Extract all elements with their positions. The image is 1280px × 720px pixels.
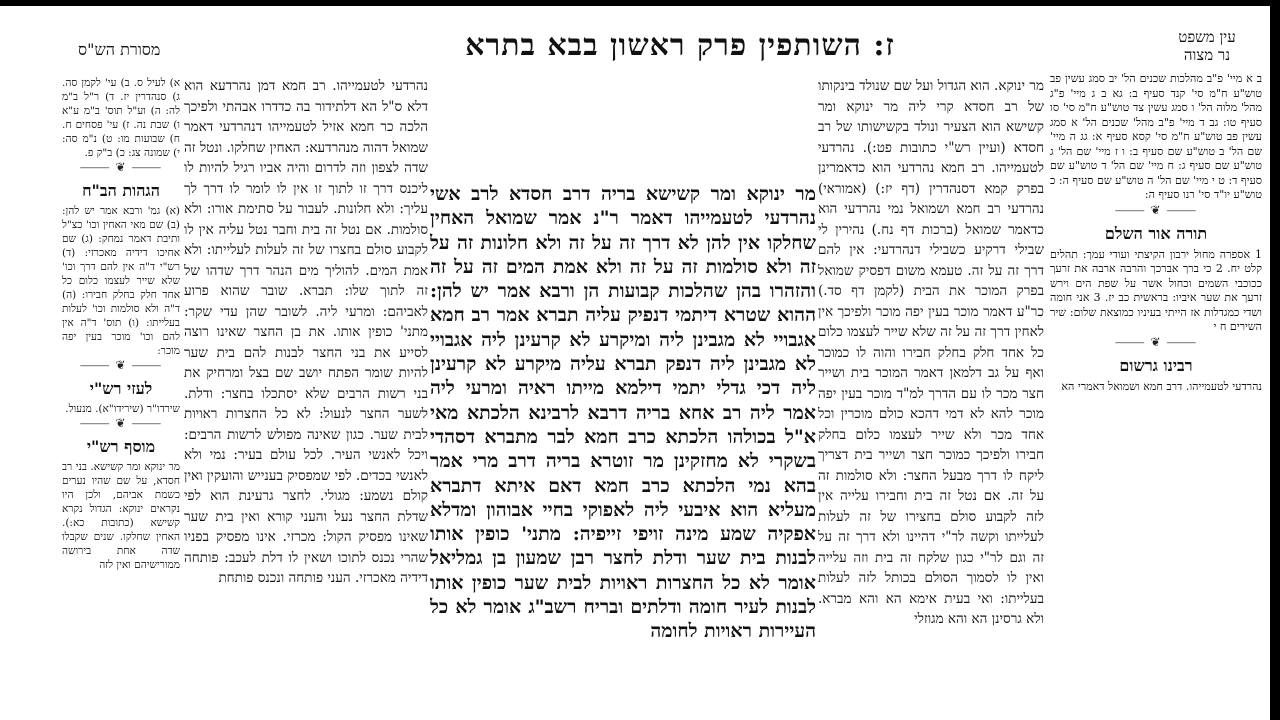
tosafot-commentary [184, 76, 428, 720]
rashi-paragraph: מר ינוקא. הוא הגדול ועל שם שנולד בינקותו של רב חסדא קרי ליה מר ינוקא ומר קשישא הוא הצעיר ונולד בקשישותו של רב חסדא (ועיין רש"י כתובות פט:). נהרדעי לטעמייהו. רב חמא נהרדעי הוא כדאמרינן בפרק קמא דסנהדרין (דף יז:) (אמוראי) נהרדעי רב חמא ושמואל נמי נהרדעי הוא כדאמר שמואל (ברכות דף נח.) נהירין לי שבילי דרקיע כשבילי דנהרדעי: אין להם דרך זה על זה. טעמא משום דפסיק שמואל בפרק המוכר את הבית (לקמן דף סד.) כר"ע דאמר מוכר בעין יפה מוכר ולפיכך אין לאחין דרך זה על זה שלא שייר לעצמו כלום כל אחד חלק בחלק חבירו והוה לו כמוכר ואף על גב דלמאן דאמר המוכר בית ושייר חצר מכר לו עם הדרך למ"ד מוכר בעין יפה מוכר להא לא דמי דהכא כולם מוכרין וכל אחד מכר ולא שייר לעצמו כלום בחלק חבירו ולפיכך כמוכר חצר ושייר בית דצריך ליקח לו דרך מבעל החצר: ולא סולמות זה על זה. אם נטל זה בית וחבירו עלייה אין לזה לקבוע סולם בחצירו של זה לעלות לעלייתו וקשה לר"י דהיינו ולא דרך זה על זה וגם לר"י כגון שלקח זה בית וזה עלייה ואין לו לסמוך הסולם בכותל לזה לעלות בעלייתו: ואי בעית אימא הא והא מברא. ולא גרסינן הא והא מגוזלי [818, 78, 1044, 627]
rabbeinu-gershom-text: נהרדעי לטעמייהו. דרב חמא ושמואל דאמרי הא [1061, 379, 1262, 393]
masoret-hashas-header: מסורת הש"ס [78, 40, 161, 59]
rashi-commentary [818, 76, 1044, 720]
ornament-divider: ⸻ ❦ ⸻ [79, 416, 163, 430]
ornament-divider: ⸻ ❦ ⸻ [1114, 202, 1198, 217]
torah-or-heading: תורה אור השלם [1104, 224, 1208, 243]
masoret-text: א) לעיל ס. ב) עי' לקמן סה. ג) סנהדרין יז. ד) ר"ל ב"מ לה: ה) וע"ל תוס' ב"מ ע"א ו) שבת נה. ז) עי' פסחים ח. ח) שבועות מו: ט) נ"מ סה: י) שמונה צג: כ) ב"ק פ. [62, 77, 180, 159]
ein-mishpat-header [1152, 28, 1262, 64]
gemara-paragraph: מר ינוקא ומר קשישא בריה דרב חסדא לרב אשי נהרדעי לטעמייהו דאמר ר"נ אמר שמואל האחין שחלקו אין להן לא דרך זה על זה ולא חלונות זה על זה ולא סולמות זה על זה ולא אמת המים זה על זה והזהרו בהן שהלכות קבועות הן ורבא אמר יש להן: ההוא שטרא דיתמי דנפיק עליה תברא אמר רב חמא אגבויי לא מגבינן ליה ומיקרע לא קרעינן ליה אגבויי לא מגבינן ליה דנפק תברא עליה מיקרע לא קרעינן ליה דכי גדלי יתמי דילמא מייתו ראיה ומרעי ליה אמר ליה רב אחא בריה דרבא לרבינא הלכתא מאי א"ל בכולהו הלכתא כרב חמא לבר מתברא דסהדי בשקרי לא מחזקינן מר זוטרא בריה דרב מרי אמר בהא נמי הלכתא כרב חמא דאם איתא דתברא מעליא הוא איבעי ליה לאפוקי בחיי אבוהון ומדלא אפקיה שמע מינה זויפי זייפיה: מתני' כופין אותו לבנות בית שער ודלת לחצר רבן שמעון בן גמליאל אומר לא כל החצרות ראויות לבית שער כופין אותו לבנות לעיר חומה ודלתים ובריח רשב"ג אומר לא כל העיירות ראויות לחומה [430, 183, 816, 643]
tosafot-paragraph: נהרדעי לטעמייהו. רב חמא דמן נהרדעא הוא דלא ס"ל הא דלתידור בה כדדרו אבהתי ולפיכך הלכה כר חמא אזיל לטעמייהו דנהרדעי דאמר שמואל דהוה מנהרדעא: האחין שחלקו. ונטל זה שדה לצפון וזה לדרום והיה אביו רגיל להיות לו ליכנס דרך זו לתוך זו אין לו לומר לו דרך לך עליך: ולא חלונות. לעבור על סתימת אורו: ולא סולמות. אם נטל זה בית וחבר נטל עליה אין לו לקבוע סולם בחצרו של זה לעלות לעלייתו: ולא אמת המים. להוליך מים הנהר דרך שדהו של זה לתוך שלו: תברא. שובר שהוא פרוע לאביהם: ומרעי ליה. לשובר שהן עדי שקר: מתני' כופין אותו. את בן החצר שאינו רוצה לסייע את בני החצר לבנות להם בית שער להיות שומר הפתח יושב שם בצל ומרחיק את בני רשות הרבים שלא יסתכלו בחצר: ודלת. לשער החצר לנעול: לא כל החצרות ראויות לבית שער. כגון שאינה מפולש לרשות הרבים: ויכל לאנשי העיר. לכל עולם בעיר: נמי ולא לאנשי בכדים. לפי שמפסיק בענייש והועקין ואין קולם נשמע: מגולי. לחצר גרעינת הוא לפי שדלת החצר נעל והעני קורא ואין בית שער שאינו מפסיק הקול: מכרזי. אינו מפסיק בפניו שהרי נכנס לתוכו ושאין לו דלת לעכב: פותחה דידיה מאכרזי. העני פותחה ונכנס פותחת [184, 78, 428, 586]
laazei-rashi-heading: לעזי רש"י [89, 379, 153, 398]
page-title: ז: השותפין פרק ראשון בבא בתרא [465, 28, 895, 63]
talmud-page [0, 6, 1270, 720]
ornament-divider: ⸻ ❦ ⸻ [79, 160, 163, 174]
bach-heading: הגהות הב"ח [82, 181, 160, 200]
bach-text: (א) גמ' ורבא אמר יש להן: (ב) שם מאי האחין וכו' כצ"ל ותיבת דאמר נמחק: (ג) שם אחיכו דידיה מאכרזי: (ד) רש"י ד"ה אין להם דרך וכו' שלא שייר לעצמו כלום כל אחד חלק בחלק חבירו: (ה) ד"ה ולא סולמות וכו' לעלות בעלייתו: (ו) תוס' ד"ה אין להם וכו' מוכר בעין יפה מוכר: [62, 205, 180, 357]
rabbeinu-gershom-heading: רבינו גרשום [1119, 356, 1193, 375]
ornament-divider: ⸻ ❦ ⸻ [79, 358, 163, 372]
ein-mishpat-label: עין משפט [1178, 28, 1236, 46]
musaf-rashi-heading: מוסף רש"י [86, 437, 156, 456]
torah-or-text: 1 אספרה מחול ירבון הקיצתי ועודי עמך: תהלים קלט יח. 2 כי ברך אברכך והרבה ארבה את זרעך ככוכבי השמים וכחול אשר על שפת הים וירש זרעך את שער איביו: בראשית כב יז. 3 אני חומה ושדי כמגדלות אז הייתי בעיניו כמוצאת שלום: שיר השירים ח י [1050, 247, 1262, 333]
laazei-rashi-text: שירדו"ר (שירידו"א). מנעול. [65, 403, 180, 415]
gemara-text [430, 182, 816, 720]
ner-mitzvah-label: נר מצוה [1183, 46, 1231, 64]
ein-mishpat-text: ב א מיי' פ"ב מהלכות שכנים הל' יב סמג עשין פב טוש"ע ח"מ סי' קנד סעיף ב: גא ב ג מיי' פ"ג מהל' מלוה הל' ו סמג עשין צד טוש"ע ח"מ סי' סו סעיף טו: גב ד מיי' פ"ב מהל' שכנים הל' א סמג עשין פב טוש"ע ח"מ סי' קסא סעיף א: גג ה מיי' שם הל' ב טוש"ע שם סעיף ב: ו ז מיי' שם הל' ג טוש"ע שם סעיף ג: ח מיי' שם הל' ד טוש"ע שם סעיף ד: ט י מיי' שם הל' ה טוש"ע שם סעיף ה: כ טוש"ע יו"ד סי' רנו סעיף ה: [1050, 72, 1262, 201]
musaf-rashi-text: מר ינוקא ומר קשישא. בני רב חסדא, על שם שהיו נערים כשמת אביהם, ולכן היו נקראים ינוקא: הגדול נקרא קשישא (כתובות כא:). האחין שחלקו. שנים שקבלו שדה אחת בירושה ממורישיהם ואין לזה [62, 461, 180, 571]
ornament-divider: ⸻ ❦ ⸻ [1114, 334, 1198, 349]
right-margin-glosses [1050, 72, 1262, 720]
left-margin-glosses [62, 76, 180, 720]
